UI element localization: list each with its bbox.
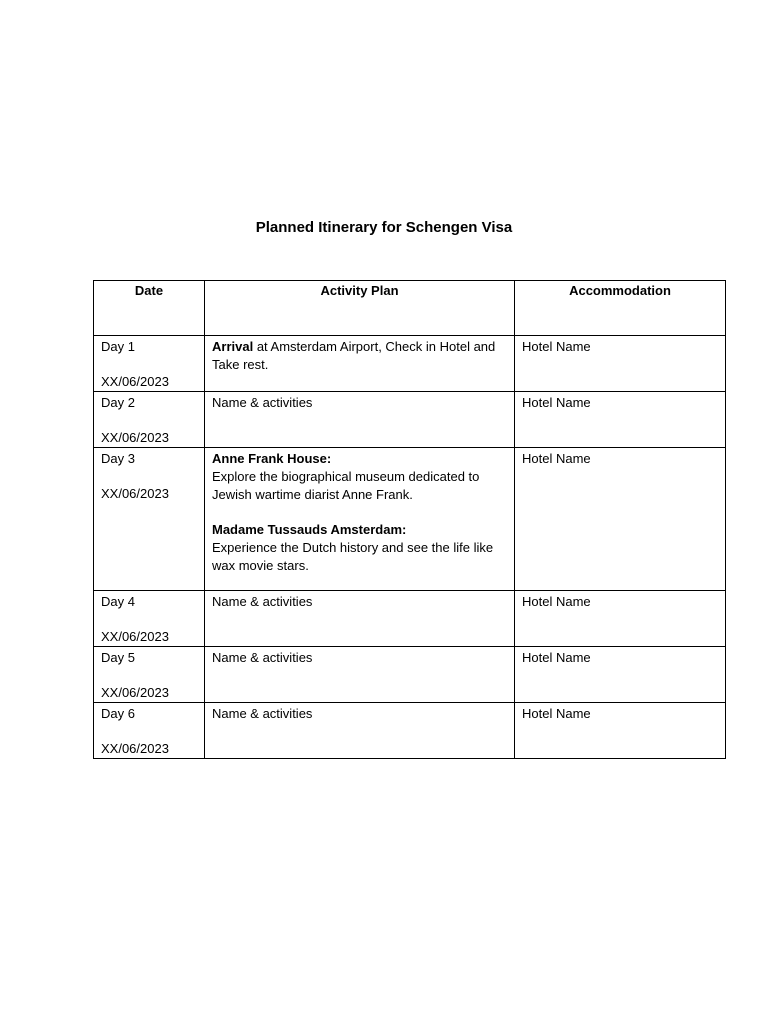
table-row — [94, 591, 726, 647]
header-accommodation: Accommodation — [515, 281, 726, 336]
date-value: XX/06/2023 — [101, 741, 169, 756]
activity-title: Madame Tussauds Amsterdam: — [212, 522, 407, 537]
table-row — [94, 448, 726, 591]
day-label: Day 3 — [101, 451, 135, 466]
accommodation-cell: Hotel Name — [515, 336, 726, 392]
itinerary-table — [93, 280, 726, 759]
date-value: XX/06/2023 — [101, 629, 169, 644]
accommodation-cell: Hotel Name — [515, 647, 726, 703]
accommodation-cell: Hotel Name — [515, 591, 726, 647]
day-label: Day 5 — [101, 650, 135, 665]
table-row — [94, 647, 726, 703]
activity-text: at Amsterdam Airport, Check in Hotel and Take rest. — [212, 339, 496, 372]
accommodation-cell: Hotel Name — [515, 392, 726, 448]
date-value: XX/06/2023 — [101, 486, 169, 501]
activity-cell: Name & activities — [205, 647, 515, 703]
table-row — [94, 392, 726, 448]
activity-cell — [205, 336, 515, 392]
document-title: Planned Itinerary for Schengen Visa — [255, 219, 513, 236]
date-cell — [94, 336, 205, 392]
day-label: Day 6 — [101, 706, 135, 721]
activity-cell: Name & activities — [205, 591, 515, 647]
accommodation-cell: Hotel Name — [515, 703, 726, 759]
accommodation-cell: Hotel Name — [515, 448, 726, 591]
date-cell — [94, 591, 205, 647]
date-cell — [94, 448, 205, 591]
activity-cell: Name & activities — [205, 703, 515, 759]
header-activity-plan: Activity Plan — [205, 281, 515, 336]
activity-title: Anne Frank House: — [212, 451, 332, 466]
table-row — [94, 703, 726, 759]
header-date: Date — [94, 281, 205, 336]
date-cell — [94, 703, 205, 759]
date-cell — [94, 647, 205, 703]
activity-cell — [205, 448, 515, 591]
date-value: XX/06/2023 — [101, 685, 169, 700]
date-cell — [94, 392, 205, 448]
date-value: XX/06/2023 — [101, 374, 169, 389]
activity-description: Explore the biographical museum dedicated to Jewish wartime diarist Anne Frank. — [212, 469, 480, 502]
activity-description: Experience the Dutch history and see the life like wax movie stars. — [212, 540, 494, 573]
date-value: XX/06/2023 — [101, 430, 169, 445]
table-row — [94, 336, 726, 392]
activity-cell: Name & activities — [205, 392, 515, 448]
day-label: Day 1 — [101, 339, 135, 354]
activity-bold: Arrival — [212, 339, 254, 354]
day-label: Day 4 — [101, 594, 135, 609]
day-label: Day 2 — [101, 395, 135, 410]
table-header-row — [94, 281, 726, 336]
